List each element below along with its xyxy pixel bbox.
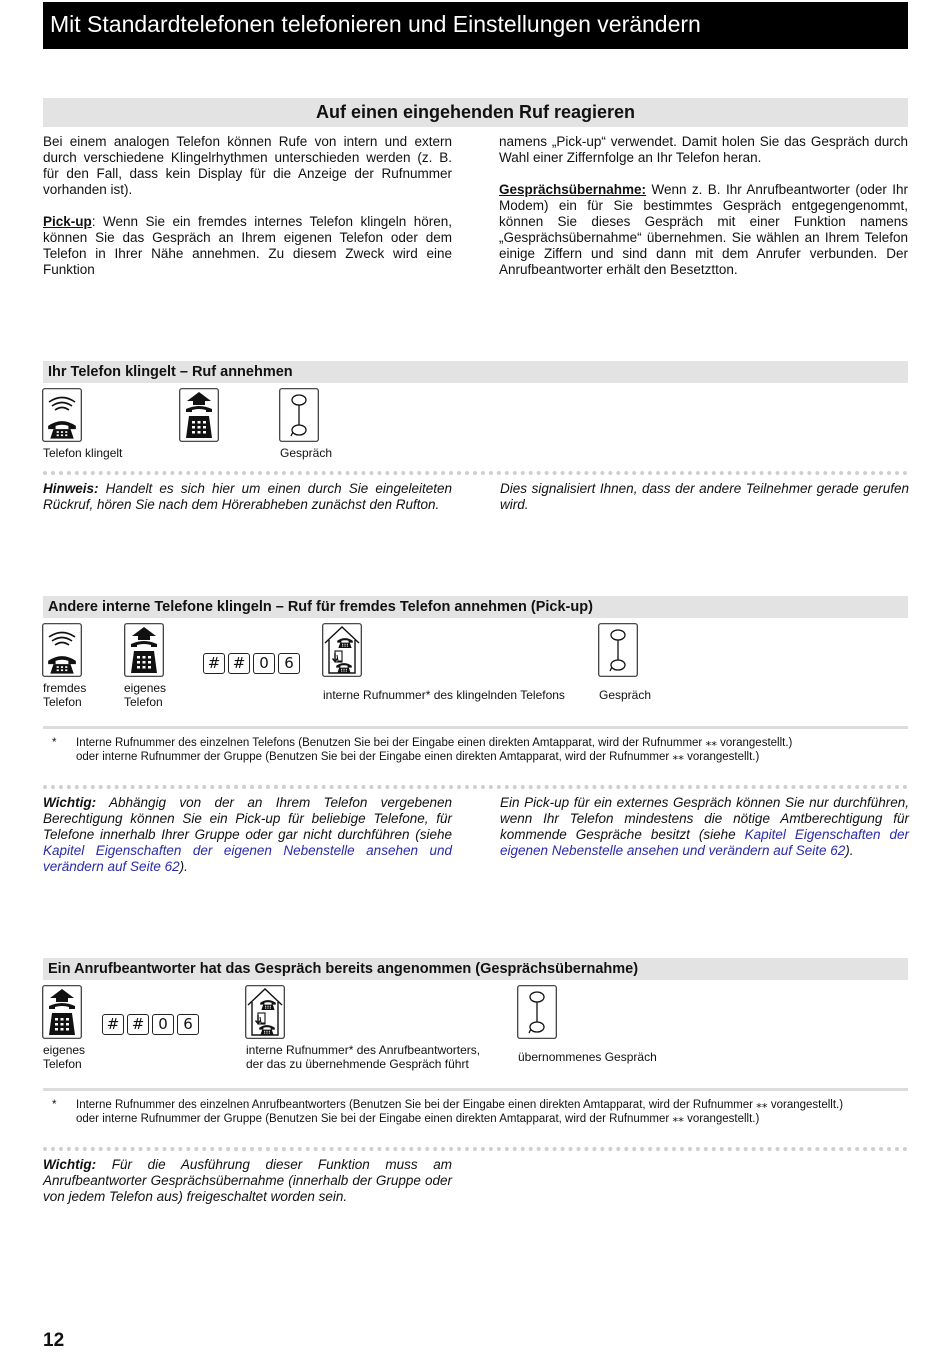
divider xyxy=(43,1147,908,1151)
block-ring-answer-title: Ihr Telefon klingelt – Ruf annehmen xyxy=(48,364,293,380)
conversation-icon xyxy=(598,623,638,677)
footnote: Interne Rufnummer des einzelnen Telefons (Benutzen Sie bei der Eingabe einen direkten Amtapparat, wird der Rufnummer ⁎⁎ vorangestellt.) oder interne Rufnummer der Gruppe (Benutzen Sie bei der Eingabe einen direkten Amtapparat, wird der Rufnummer ⁎⁎ vorangestellt.) xyxy=(76,737,793,763)
intro-paragraph: Bei einem analogen Telefon können Rufe von intern und extern durch verschiedene Klingelrhythmen unterschieden werden (z. B. für den Fall, dass kein Display für die Anzeige der Rufnummer vorhanden ist). xyxy=(43,134,452,197)
section-title: Auf einen eingehenden Ruf reagieren xyxy=(315,102,636,122)
important-note: Wichtig: Abhängig von der an Ihrem Telefon vergebenen Berechtigung können Sie ein Pick-up für beliebige Telefone, für Telefone innerhalb Ihrer Gruppe oder gar nicht durchführen (siehe Kapitel Eigenschaften der eigenen Nebenstelle ansehen und verändern auf Seite 62). xyxy=(43,795,452,874)
handset-lift-icon xyxy=(42,985,82,1039)
caption-own-phone: eigenes Telefon xyxy=(124,681,167,709)
divider xyxy=(43,471,908,475)
conversation-icon xyxy=(279,388,319,442)
handset-lift-icon xyxy=(124,623,164,677)
takeover-text: Wenn z. B. Ihr Anrufbeantworter (oder Ihr Modem) ein für Sie bestimmtes Gespräch entgegengenommt, können Sie dieses Gespräch mit einer Funktion namens „Gesprächsübernahme“ übernehmen. Sie wählen an Ihrem Telefon einige Ziffern und sind dann mit dem Anrufer verbunden. Der Anrufbeantworter erhält den Besetztton. xyxy=(499,182,908,277)
key-6: 6 xyxy=(177,1014,199,1035)
hint-note xyxy=(43,481,452,513)
key-hash: # xyxy=(127,1014,149,1035)
pickup-text: : Wenn Sie ein fremdes internes Telefon klingeln hören, können Sie das Gespräch an Ihrem eigenen Telefon oder dem Telefon in Ihrer Nähe annehmen. Zu diesem Zweck wird eine Funktion xyxy=(43,214,452,277)
block-takeover-bar xyxy=(43,958,908,980)
hint-label: Hinweis: xyxy=(43,481,99,496)
pickup-term: Pick-up xyxy=(43,214,92,229)
chapter-link[interactable]: Kapitel Eigenschaften der eigenen Nebenstelle ansehen und verändern auf Seite 62 xyxy=(500,827,910,858)
footnote: Interne Rufnummer des einzelnen Anrufbeantworters (Benutzen Sie bei der Eingabe einen direkten Amtapparat, wird der Rufnummer ⁎⁎ vorangestellt.) oder interne Rufnummer der Gruppe (Benutzen Sie bei der Eingabe einen direkten Amtapparat, wird der Rufnummer ⁎⁎ vorangestellt.) xyxy=(76,1099,844,1125)
important-label: Wichtig: xyxy=(43,1157,97,1172)
handset-lift-icon xyxy=(179,388,219,442)
block-ring-answer-bar xyxy=(43,361,908,383)
phone-ringing-icon xyxy=(42,623,82,677)
caption-taken-over-call: übernommenes Gespräch xyxy=(518,1050,657,1064)
key-6: 6 xyxy=(278,653,300,674)
block-pickup-title: Andere interne Telefone klingeln – Ruf für fremdes Telefon annehmen (Pick-up) xyxy=(48,599,593,615)
divider xyxy=(43,785,908,789)
intro-left-column xyxy=(43,134,452,278)
divider xyxy=(43,726,908,729)
key-0: 0 xyxy=(152,1014,174,1035)
important-note: Wichtig: Für die Ausführung dieser Funktion muss am Anrufbeantworter Gesprächsübernahme (innerhalb der Gruppe oder von jedem Telefon aus) freigeschaltet worden sein. xyxy=(43,1157,452,1204)
hint-note-right: Dies signalisiert Ihnen, dass der andere Teilnehmer gerade gerufen wird. xyxy=(500,481,909,512)
chapter-header xyxy=(43,2,908,49)
block-takeover-title: Ein Anrufbeantworter hat das Gespräch bereits angenommen (Gesprächsübernahme) xyxy=(48,961,639,977)
divider xyxy=(43,1088,908,1091)
caption-foreign-phone: fremdes Telefon xyxy=(43,681,87,709)
caption-own-phone: eigenes Telefon xyxy=(43,1043,86,1071)
internal-number-house-icon xyxy=(322,623,362,677)
key-hash: # xyxy=(102,1014,124,1035)
intro-right-column xyxy=(499,134,908,278)
footnote-mark: * xyxy=(52,1099,57,1111)
caption-ringing: Telefon klingelt xyxy=(43,446,123,460)
phone-ringing-icon xyxy=(42,388,82,442)
conversation-icon xyxy=(517,985,557,1039)
chapter-title: Mit Standardtelefonen telefonieren und Einstellungen verändern xyxy=(50,11,701,37)
takeover-term: Gesprächsübernahme: xyxy=(499,182,647,197)
key-hash: # xyxy=(228,653,250,674)
hint-text: Handelt es sich hier um einen durch Sie eingeleiteten Rückruf, hören Sie nach dem Hörerabheben zunächst den Rufton. xyxy=(43,481,452,512)
external-pickup-note: Ein Pick-up für ein externes Gespräch können Sie nur durchführen, wenn Ihr Telefon mindestens die nötige Amtberechtigung für kommende Gespräche besitzt (siehe Kapitel Eigenschaften der eigenen Nebenstelle ansehen und verändern auf Seite 62). xyxy=(500,795,910,858)
pickup-paragraph xyxy=(43,214,452,278)
key-0: 0 xyxy=(253,653,275,674)
pickup-continuation: namens „Pick-up“ verwendet. Damit holen Sie das Gespräch durch Wahl einer Ziffernfolge an Ihr Telefon heran. xyxy=(499,134,908,165)
takeover-paragraph xyxy=(499,182,908,278)
chapter-link[interactable]: Kapitel Eigenschaften der eigenen Nebenstelle ansehen und verändern auf Seite 62 xyxy=(43,843,452,874)
caption-talk: Gespräch xyxy=(599,688,652,702)
block-pickup-bar xyxy=(43,596,908,618)
caption-talk: Gespräch xyxy=(280,446,333,460)
caption-answering-machine-number: interne Rufnummer* des Anrufbeantworters, der das zu übernehmende Gespräch führt xyxy=(246,1043,481,1071)
key-hash: # xyxy=(203,653,225,674)
internal-number-house-icon xyxy=(245,985,285,1039)
section-title-bar xyxy=(43,98,908,127)
page-number: 12 xyxy=(43,1330,65,1351)
caption-internal-number: interne Rufnummer* des klingelnden Telefons xyxy=(323,688,565,702)
important-label: Wichtig: xyxy=(43,795,97,810)
footnote-mark: * xyxy=(52,737,57,749)
